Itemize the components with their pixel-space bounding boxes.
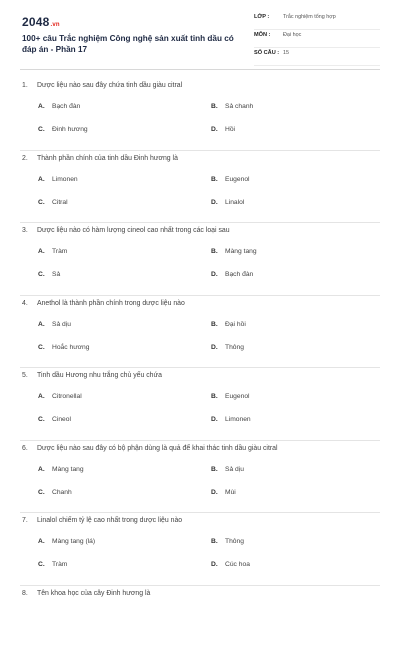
option-letter: D. xyxy=(211,344,225,351)
question-text: Tên khoa học của cây Đinh hương là xyxy=(37,590,150,597)
option-text: Citral xyxy=(52,199,68,206)
option-text: Thông xyxy=(225,344,244,351)
option-letter: B. xyxy=(211,321,225,328)
option-text: Eugenol xyxy=(225,176,250,183)
meta-row-count xyxy=(254,50,380,66)
option-a[interactable] xyxy=(38,393,82,400)
option-text: Mùi xyxy=(225,489,236,496)
option-letter: A. xyxy=(38,393,52,400)
option-text: Eugenol xyxy=(225,393,250,400)
meta-label: SỐ CÂU : xyxy=(254,50,283,56)
option-letter: D. xyxy=(211,416,225,423)
option-c[interactable] xyxy=(38,126,88,133)
option-text: Sả chanh xyxy=(225,103,253,110)
meta-value: 15 xyxy=(283,50,289,56)
option-text: Limonen xyxy=(52,176,78,183)
question-text: Dược liệu nào sau đây chứa tinh dầu giàu citral xyxy=(37,82,182,89)
question-header xyxy=(22,590,150,597)
option-letter: B. xyxy=(211,248,225,255)
question-text: Thành phần chính của tinh dầu Đinh hương là xyxy=(37,155,178,162)
question-number: 2. xyxy=(22,155,37,162)
question-item xyxy=(20,586,380,657)
meta-value: Đại học xyxy=(283,32,301,38)
option-text: Limonen xyxy=(225,416,251,423)
option-letter: B. xyxy=(211,176,225,183)
option-c[interactable] xyxy=(38,489,72,496)
question-list xyxy=(0,78,400,657)
question-header xyxy=(22,300,185,307)
question-item xyxy=(20,513,380,586)
question-text: Anethol là thành phần chính trong dược liệu nào xyxy=(37,300,185,307)
option-a[interactable] xyxy=(38,538,95,545)
option-text: Màng tang xyxy=(52,466,84,473)
question-text: Linalol chiếm tỷ lệ cao nhất trong dược liệu nào xyxy=(37,517,182,524)
option-d[interactable] xyxy=(211,271,253,278)
option-letter: C. xyxy=(38,416,52,423)
option-c[interactable] xyxy=(38,561,67,568)
option-text: Hồi xyxy=(225,126,235,133)
question-item xyxy=(20,296,380,369)
question-text: Dược liệu nào sau đây có bộ phận dùng là quả để khai thác tinh dầu giàu citral xyxy=(37,445,278,452)
option-letter: B. xyxy=(211,103,225,110)
option-text: Sả dịu xyxy=(225,466,244,473)
question-header xyxy=(22,227,230,234)
header-divider xyxy=(20,69,380,70)
option-c[interactable] xyxy=(38,344,90,351)
option-text: Chanh xyxy=(52,489,72,496)
question-number: 1. xyxy=(22,82,37,89)
option-letter: A. xyxy=(38,466,52,473)
question-text: Tinh dầu Hương nhu trắng chủ yếu chứa xyxy=(37,372,162,379)
option-text: Sả dịu xyxy=(52,321,71,328)
option-letter: B. xyxy=(211,466,225,473)
option-text: Đinh hương xyxy=(52,126,88,133)
option-letter: C. xyxy=(38,561,52,568)
option-text: Đại hồi xyxy=(225,321,246,328)
option-d[interactable] xyxy=(211,489,236,496)
option-text: Tràm xyxy=(52,561,67,568)
question-header xyxy=(22,372,162,379)
question-header xyxy=(22,155,178,162)
question-header xyxy=(22,517,182,524)
option-d[interactable] xyxy=(211,126,235,133)
question-item xyxy=(20,441,380,514)
option-a[interactable] xyxy=(38,248,67,255)
option-letter: C. xyxy=(38,489,52,496)
option-b[interactable] xyxy=(211,248,257,255)
option-letter: C. xyxy=(38,126,52,133)
option-b[interactable] xyxy=(211,103,253,110)
question-number: 5. xyxy=(22,372,37,379)
option-text: Bạch đàn xyxy=(225,271,253,278)
option-letter: A. xyxy=(38,248,52,255)
option-text: Cúc hoa xyxy=(225,561,250,568)
meta-row-subject xyxy=(254,32,380,48)
option-b[interactable] xyxy=(211,176,250,183)
option-d[interactable] xyxy=(211,561,250,568)
option-a[interactable] xyxy=(38,176,78,183)
option-letter: A. xyxy=(38,538,52,545)
option-b[interactable] xyxy=(211,393,250,400)
question-text: Dược liệu nào có hàm lượng cineol cao nhất trong các loại sau xyxy=(37,227,230,234)
page-title: 100+ câu Trắc nghiệm Công nghệ sản xuất tinh dầu có đáp án - Phần 17 xyxy=(22,33,244,55)
option-d[interactable] xyxy=(211,199,244,206)
option-a[interactable] xyxy=(38,321,71,328)
logo-main: 2048 xyxy=(22,15,50,29)
option-text: Tràm xyxy=(52,248,67,255)
option-b[interactable] xyxy=(211,321,246,328)
option-a[interactable] xyxy=(38,103,80,110)
question-item xyxy=(20,78,380,151)
option-b[interactable] xyxy=(211,538,244,545)
meta-label: LỚP : xyxy=(254,14,283,20)
option-a[interactable] xyxy=(38,466,84,473)
option-b[interactable] xyxy=(211,466,244,473)
option-c[interactable] xyxy=(38,416,71,423)
option-letter: A. xyxy=(38,176,52,183)
option-letter: D. xyxy=(211,271,225,278)
site-logo[interactable] xyxy=(22,15,60,29)
question-number: 7. xyxy=(22,517,37,524)
question-item xyxy=(20,151,380,224)
option-letter: B. xyxy=(211,393,225,400)
question-number: 8. xyxy=(22,590,37,597)
page-header xyxy=(0,0,400,68)
option-d[interactable] xyxy=(211,344,244,351)
meta-label: MÔN : xyxy=(254,32,283,38)
option-letter: C. xyxy=(38,199,52,206)
question-number: 6. xyxy=(22,445,37,452)
meta-value: Trắc nghiệm tổng hợp xyxy=(283,14,336,20)
option-text: Citronellal xyxy=(52,393,82,400)
option-letter: D. xyxy=(211,126,225,133)
option-letter: A. xyxy=(38,103,52,110)
option-letter: B. xyxy=(211,538,225,545)
option-text: Thông xyxy=(225,538,244,545)
option-d[interactable] xyxy=(211,416,251,423)
option-text: Bạch đàn xyxy=(52,103,80,110)
question-item xyxy=(20,223,380,296)
option-c[interactable] xyxy=(38,199,68,206)
meta-info xyxy=(254,14,380,68)
question-header xyxy=(22,445,278,452)
option-letter: D. xyxy=(211,199,225,206)
option-text: Linalol xyxy=(225,199,244,206)
question-number: 3. xyxy=(22,227,37,234)
question-item xyxy=(20,368,380,441)
option-letter: A. xyxy=(38,321,52,328)
option-text: Màng tang (lá) xyxy=(52,538,95,545)
question-number: 4. xyxy=(22,300,37,307)
question-header xyxy=(22,82,182,89)
logo-tld: .vn xyxy=(51,22,60,28)
option-letter: C. xyxy=(38,271,52,278)
option-letter: D. xyxy=(211,561,225,568)
option-text: Màng tang xyxy=(225,248,257,255)
option-text: Hoắc hương xyxy=(52,344,90,351)
option-letter: C. xyxy=(38,344,52,351)
option-text: Cineol xyxy=(52,416,71,423)
meta-row-class xyxy=(254,14,380,30)
option-letter: D. xyxy=(211,489,225,496)
option-text: Sả xyxy=(52,271,60,278)
option-c[interactable] xyxy=(38,271,60,278)
